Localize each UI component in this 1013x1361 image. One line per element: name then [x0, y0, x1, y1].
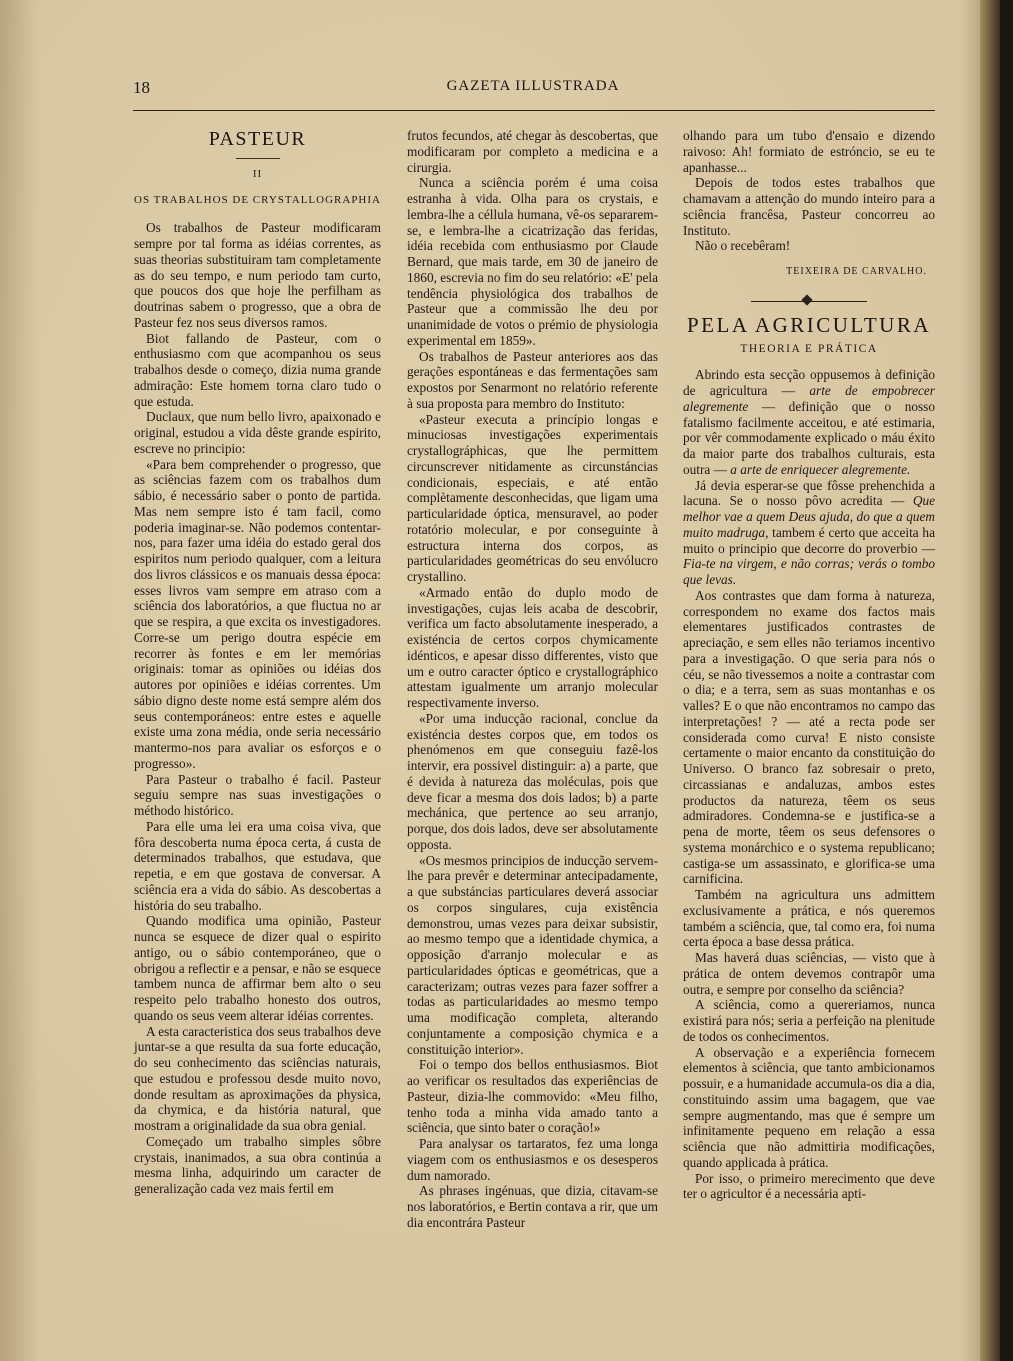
column-2	[407, 128, 658, 1231]
title-rule	[236, 158, 280, 159]
column-3	[683, 128, 935, 1202]
paragraph: «Por uma inducção racional, conclue da existéncia destes corpos que, em todos os phenómenos em que conseguiu fazê-los intervir, era possivel distinguir: a) a parte, que é devida à natureza das moléculas, pois que deve ficar a mesma dos dois lados; b) a parte mechánica, que pertence ao seu arranjo, porque, dos dois lados, deve ser absolutamente opposta.	[407, 710, 658, 852]
paragraph: «Pasteur executa a princípio longas e minuciosas investigações experimentais crystallográphicas, que lhe permittem circunscrever nitidamente as circunstáncias condicionais, especiais, e até então complètamente desconhecidas, que ligam uma particularidade óptica, mensuravel, ao poder rotatório molecular, e por conseguinte à estructura interna dos corpos, as particularidades geométricas do seu envólucro crystallino.	[407, 411, 658, 584]
paragraph: Biot fallando de Pasteur, com o enthusiasmo com que acompanhou os seus trabalhos desde o começo, dizia numa grande admiração: Este homem torna claro tudo o que estuda.	[134, 330, 381, 409]
paragraph: Começado um trabalho simples sôbre crystais, inanimados, a sua obra continúa a mesma linha, adquirindo um caracter de generalização cada vez mais fertil em	[134, 1133, 381, 1196]
paragraph: Também na agricultura uns admittem exclusivamente a prática, e nós queremos também a sciência, que, tal como era, foi numa certa época a base dessa prática.	[683, 887, 935, 950]
paragraph: Os trabalhos de Pasteur modificaram sempre por tal forma as idéias correntes, as suas theorias substituiram tam completamente as do seu tempo, e num periodo tam curto, que poucos dos que hoje lhe perfilham as doutrinas sabem o progresso, que a obra de Pasteur fez nos seus diversos ramos.	[134, 220, 381, 330]
article-subtitle-2: THEORIA E PRÁTICA	[740, 342, 878, 355]
paragraph: Depois de todos estes trabalhos que chamavam a attenção do mundo inteiro para a sciência francêsa, Pasteur concorreu ao Instituto.	[683, 175, 935, 238]
text-run: — definição que o nosso fatalismo facilmente acceitou, e até estimaria, por vêr commodamente explicado o máu éxito da maior parte dos trabalhos culturais, esta outra —	[683, 398, 935, 477]
paragraph: «Para bem comprehender o progresso, que as sciências fazem com os trabalhos dum sábio, é necessário saber o ponto de partida. Mas nem sempre isto é tam facil, como poderia imaginar-se. Não podemos contentar-nos, para fazer uma idéia do estado geral dos espiritos num periodo qualquer, com a leitura dos livros clássicos e os manuais dessa época: esses livros vam sempre em atraso com a sciência dos laboratórios, a que fluctua no ar que se respira, a que excita os investigadores. Corre-se um perigo doutra espécie em recorrer às fontes e em ler memórias originais: tomar as opiniões ou idéias dos autores por opiniões e idéias correntes. Um sábio digno deste nome está sempre além dos seus contemporáneos: entre estes e aquelle existe uma zona média, onde seria necessário mantermo-nos para avaliar os esforços e o progresso».	[134, 456, 381, 771]
paragraph: frutos fecundos, até chegar às descobertas, que modificaram por completo a medicina e a cirurgia.	[407, 128, 658, 175]
paragraph: A observação e a experiência fornecem elementos à sciência, que tanto ambicionamos possuir, e a humanidade accumula-os dia a dia, constituindo assim uma bagagem, que vae sempre augmentando, mas que é sempre um infinitamente pequeno em relação a essa sciência que não admittiria modificações, quando applicada à prática.	[683, 1044, 935, 1170]
paragraph: olhando para um tubo d'ensaio e dizendo raivoso: Ah! formiato de estróncio, se eu te apanhasse...	[683, 128, 935, 175]
italic-run: Que melhor vae a quem Deus ajuda, do que a quem muito madruga,	[683, 493, 935, 540]
article-subtitle: OS TRABALHOS DE CRYSTALLOGRAPHIA	[134, 193, 381, 206]
header-rule	[133, 110, 935, 111]
page-number: 18	[133, 78, 150, 97]
italic-run: arte de empobrecer alegremente	[683, 383, 935, 414]
paragraph: A esta caracteristica dos seus trabalhos deve juntar-se a que resulta da sua forte educação, do seu conhecimento das sciências naturais, que estudou e professou desde muito novo, donde resultam as aproximações da physica, da chymica, e da história natural, que mostram a originalidade da sua obra genial.	[134, 1023, 381, 1133]
paragraph: Nunca a sciência porém é uma coisa estranha à vida. Olha para os crystais, e lembra-lhe a céllula humana, vê-os separarem-se, e lembra-lhe a cicatrização das feridas, idéia recebida com enthusiasmo por Claude Bernard, que mais tarde, em 30 de janeiro de 1860, escrevia no fim do seu relatório: «E' pela tendência physiológica dos trabalhos de Pasteur que a commissão lhe deu por unanimidade de votos o prémio de physiologia experimental em 1859».	[407, 175, 658, 348]
italic-run: Fia-te na virgem, e não corras; verás o tombo que levas.	[683, 556, 935, 587]
page-edge-shadow	[980, 0, 1000, 1361]
text-run: tambem é certo que acceita ha muito o principio que decorre do proverbio —	[683, 524, 935, 556]
paragraph: A sciência, como a quereriamos, nunca existirá para nós; seria a perfeição na plenitude de todos os conhecimentos.	[683, 997, 935, 1044]
article-divider	[751, 296, 867, 306]
article-part-number: II	[252, 167, 263, 180]
paragraph: Duclaux, que num bello livro, apaixonado e original, estudou a vida dêste grande espirito, escreve no principio:	[134, 409, 381, 456]
paragraph: Por isso, o primeiro merecimento que deve ter o agricultor é a necessária apti-	[683, 1170, 935, 1202]
article-title-agricultura: PELA AGRICULTURA	[686, 312, 931, 337]
running-title: GAZETA ILLUSTRADA	[446, 78, 620, 94]
paragraph: «Armado então do duplo modo de investigações, cujas leis acaba de descobrir, verifica um facto absolutamente inesperado, a existéncia de certos corpos chymicamente idénticos, e apesar disso differentes, visto que um e outro caracter óptico e crystallográphico attestam igualmente um arranjo molecular respectivamente inverso.	[407, 584, 658, 710]
paragraph: Mas haverá duas sciências, — visto que à prática de ontem devemos contrapôr uma outra, e sempre por conselho da sciência?	[683, 950, 935, 997]
paragraph: Não o recebêram!	[695, 238, 791, 254]
paragraph: Para elle uma lei era uma coisa viva, que fôra descoberta numa época certa, á custa de determinados trabalhos, que estudava, que repetia, e em que gostava de conversar. A sciência era a vida do sábio. As descobertas a história do seu trabalho.	[134, 818, 381, 913]
column-1	[134, 128, 381, 1197]
italic-run: a arte de enriquecer alegremente.	[730, 461, 911, 477]
author-signature: TEIXEIRA DE CARVALHO.	[786, 266, 927, 277]
paragraph: Os trabalhos de Pasteur anteriores aos das gerações espontáneas e das fermentações sam expostos por Senarmont no relatório referente à sua proposta para membro do Instituto:	[407, 348, 658, 411]
paragraph: Para analysar os tartaratos, fez uma longa viagem com os enthusiasmos e os desesperos dum namorado.	[407, 1136, 658, 1183]
page-header	[133, 78, 933, 104]
paragraph: Para Pasteur o trabalho é facil. Pasteur seguiu sempre nas suas investigações o méthodo histórico.	[134, 771, 381, 818]
paragraph: «Os mesmos principios de inducção servem-lhe para prevêr e determinar antecipadamente, a que substáncias particulares deverá associar os corpos singulares, cuja existência demonstrou, umas vezes para deixar subsistir, ao mesmo tempo que a identidade chymica, a opposição d'arranjo molecular e as particularidades ópticas e geométricas, que a caracterizam; outras vezes para fazer soffrer a todas as particularidades ao mesmo tempo uma modificação completa, alterando conjuntamente a composição chymica e a constituição interior».	[407, 852, 658, 1057]
text-run: Abrindo esta secção oppusemos à definição de agricultura —	[683, 367, 935, 398]
article-title-pasteur: PASTEUR	[208, 128, 307, 150]
paragraph: Aos contrastes que dam forma à natureza, correspondem no exame dos factos mais elementares justificados contrastes de apreciação, e sem elles não teriamos incentivo para a investigação. O que seria para nós o céu, se não tivessemos a noite a contrastar com o dia; e a terra, sem as suas montanhas e os valles? E o que não encontramos no campo das interpretações! ? — até a recta pode ser considerada como curva! E nisto consiste certamente o maior encanto da constituição do Universo. O branco faz sobresair o preto, circassianas e andaluzas, ambos estes productos da natureza, têem os seus admiradores. Condemna-se e justifica-se a pena de morte, têem os seus defensores o systema monárchico e o systema republicano; castiga-se um assassinato, e glorifica-se uma carnificina.	[683, 587, 935, 887]
paragraph: As phrases ingénuas, que dizia, citavam-se nos laboratórios, e Bertin contava a rir, que um dia encontrára Pasteur	[407, 1183, 658, 1230]
paragraph: Quando modifica uma opinião, Pasteur nunca se esquece de dizer qual o espirito antigo, ou o sábio contemporáneo, que o obrigou a reflectir e a pensar, e não se esquece tambem nunca de affirmar bem alto o seu respeito pelo trabalho honesto dos outros, quando os seus veem alterar idéias correntes.	[134, 913, 381, 1023]
text-run: Já devia esperar-se que fôsse prehenchida a lacuna. Se o nosso pôvo acredita —	[683, 477, 935, 509]
paragraph	[683, 478, 935, 588]
paragraph: Foi o tempo dos bellos enthusiasmos. Biot ao verificar os resultados das experiências de Pasteur, dizia-lhe commovido: «Meu filho, tenho toda a minha vida amado tanto a sciência, que sinto bater o coração!»	[407, 1057, 658, 1136]
divider-diamond	[801, 294, 812, 305]
paragraph	[683, 367, 935, 477]
